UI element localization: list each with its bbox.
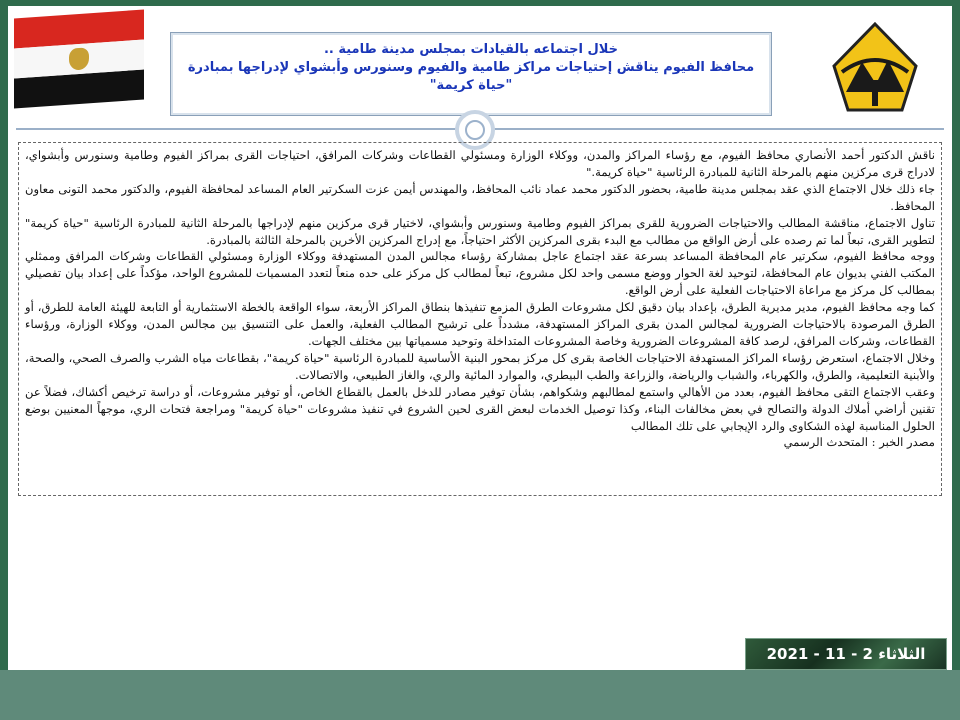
fayoum-governorate-logo <box>832 22 918 116</box>
news-title-line-1: خلال اجتماعه بالقيادات بمجلس مدينة طامية .. <box>323 42 619 57</box>
news-title-line-2: محافظ الفيوم يناقش إحتياجات مراكز طامية والفيوم وسنورس وأبشواي لإدراجها بمبادرة "حياة كريمة" <box>187 60 755 93</box>
news-title-box <box>170 32 772 116</box>
body-paragraph: وخلال الاجتماع، استعرض رؤساء المراكز المستهدفة الاحتياجات الخاصة بقرى كل مركز بمحور البنية الأساسية للمبادرة الرئاسية "حياة كريمة"، بقطاعات مياه الشرب والصرف الصحي، والصحة، والأبنية التعليمية، والطرق، والكهرباء، والشباب والرياضة، والزراعة والطب البيطري، والموارد المائية والري، والغاز الطبيعي، والاتصالات. <box>25 350 935 382</box>
body-paragraph: جاء ذلك خلال الاجتماع الذي عقد بمجلس مدينة طامية، بحضور الدكتور محمد عماد نائب المحافظ، والمهندس أيمن عزت السكرتير العام المساعد لمحافظة الفيوم، والدكتور محمد التونى معاون المحافظ. <box>25 181 936 213</box>
body-paragraph: وعقب الاجتماع التقى محافظ الفيوم، بعدد من الأهالي واستمع لمطالبهم وشكواهم، بشأن توفير مصادر للدخل بالعمل بالقطاع الخاص، أو توفير مشروعات، أو دراسة ترخيص أكشاك، فضلاً عن تقنين أراضي أملاك الدولة والتصالح في بعض مخالفات البناء، وكذا توصيل الخدمات لبعض القرى لحين الشروع في تنفيذ مشروعات "حياة كريمة" ومراجعة فتحات الري، موجهاً المعنيين بوضع الحلول المناسبة لهذه الشكاوى والرد الإيجابي على تلك المطالب <box>25 384 935 433</box>
body-paragraph: ووجه محافظ الفيوم، سكرتير عام المحافظة المساعد بسرعة عقد اجتماع عاجل بمشاركة رؤساء مجالس المدن المستهدفة ووكلاء الوزارة ومسئولي القطاعات وشركات المرافق وممثلي المكتب الفني بديوان عام المحافظة، لتوحيد لغة الحوار ووضع مسمى واحد لكل مشروع، تبعاً لمطالب كل مركز على حده منعاً لتعدد المسميات للمشروع الواحد، مؤكداً على إعداد بيان تفصيلي بمطالب كل مركز مع مراعاة الاحتياجات الفعلية على أرض الواقع. <box>25 249 935 298</box>
body-paragraph: تناول الاجتماع، مناقشة المطالب والاحتياجات الضرورية للقرى بمراكز الفيوم وطامية وسنورس وأبشواي، لاختيار قرى مركزين منهم لإدراجها بالمرحلة الثانية للمبادرة الرئاسية "حياة كريمة" لتطوير القرى، تبعاً لما تم رصده على أرض الواقع من مطالب مع البدء بقرى المركزين الأكثر احتياجاً، مع إدراج المركزين الأخرين بالمرحلة الثالثة بالمبادرة. <box>25 215 935 247</box>
footer-band <box>0 670 960 720</box>
egypt-flag-image <box>14 9 144 108</box>
eagle-icon <box>69 47 89 70</box>
footer-date-badge: الثلاثاء 2 - 11 - 2021 <box>745 638 947 670</box>
body-paragraph: ناقش الدكتور أحمد الأنصاري محافظ الفيوم، مع رؤساء المراكز والمدن، ووكلاء الوزارة ومسئولي القطاعات وشركات المرافق، احتياجات القرى بمراكز الفيوم وطامية وسنورس وأبشواي، لادراج قرى مركزين منهم بالمرحلة الثانية للمبادرة الرئاسية "حياة كريمة." <box>25 148 935 179</box>
news-source-line: مصدر الخبر : المتحدث الرسمي <box>783 435 935 450</box>
body-paragraph: كما وجه محافظ الفيوم، مدير مديرية الطرق، بإعداد بيان دقيق لكل مشروعات الطرق المزمع تنفيذها بنطاق المراكز الأربعة، سواء الواقعة بالخطة الاستثمارية أو التابعة للهيئة العامة للطرق، أو الطرق المرصودة بالاحتياجات الضرورية لمجالس المدن بقرى المراكز المستهدفة، مشدداً على ترشيح المطالب الفعلية، والعمل على التنسيق بين مجالس المدن، ووكلاء الوزارة، ورؤساء القطاعات، وشركات المرافق، لرصد كافة المشروعات الضرورية وخاصة المشروعات المتداخلة وتوحيد مسمياتها بين مختلف الجهات. <box>25 300 935 348</box>
news-body <box>18 142 942 496</box>
